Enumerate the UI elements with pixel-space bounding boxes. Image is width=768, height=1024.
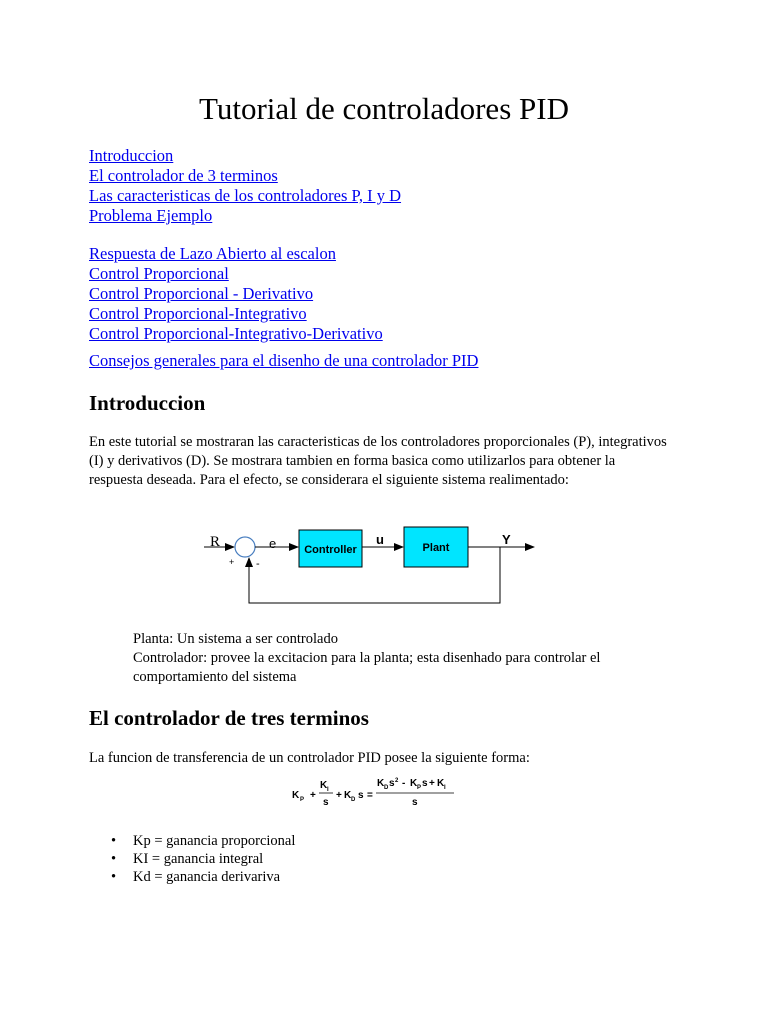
formula-kd: K bbox=[344, 790, 352, 801]
gain-ki-text: KI = ganancia integral bbox=[133, 851, 264, 867]
toc-group-2 bbox=[89, 244, 383, 344]
formula-rhs-kp-sub: P bbox=[417, 785, 422, 791]
transfer-function-intro: La funcion de transferencia de un controlador PID posee la siguiente forma: bbox=[89, 750, 530, 766]
bullet-icon: • bbox=[111, 833, 117, 849]
formula-kd-sub: D bbox=[351, 797, 356, 803]
controller-label: Controller bbox=[304, 544, 357, 556]
intro-paragraph: En este tutorial se mostraran las caracteristicas de los controladores proporcionales (P), integrativos (I) y derivativos (D). Se mostrara tambien en forma basica como utilizarlos para obtener la respuesta deseada. Para el efecto, se considerara el siguiente sistema realimentado: bbox=[89, 434, 667, 488]
gain-kp-text: Kp = ganancia proporcional bbox=[133, 833, 296, 849]
formula-rhs-kd-sub: D bbox=[384, 785, 389, 791]
definitions-block bbox=[133, 630, 673, 687]
formula-plus-1: + bbox=[310, 790, 316, 801]
plant-label: Plant bbox=[422, 542, 450, 554]
plus-sign: + bbox=[229, 557, 235, 567]
pid-transfer-function-formula bbox=[288, 774, 463, 812]
list-item bbox=[89, 868, 295, 886]
input-label-r: R bbox=[210, 534, 221, 550]
toc-link-control-pid[interactable]: Control Proporcional-Integrativo-Derivativo bbox=[89, 324, 383, 343]
formula-plus-2: + bbox=[336, 790, 342, 801]
formula-rhs-s: s bbox=[422, 778, 428, 789]
formula-rhs-sq: 2 bbox=[395, 778, 399, 784]
toc-link-introduccion[interactable]: Introduccion bbox=[89, 146, 174, 165]
formula-ki-num-sub: I bbox=[327, 787, 329, 793]
formula-rhs-kd: K bbox=[377, 778, 385, 789]
toc-link-caracteristicas[interactable]: Las caracteristicas de los controladores P, I y D bbox=[89, 186, 402, 205]
gain-kd-text: Kd = ganancia derivariva bbox=[133, 869, 281, 885]
formula-ki-num: K bbox=[320, 780, 328, 791]
bullet-icon: • bbox=[111, 851, 117, 867]
toc-link-lazo-abierto[interactable]: Respuesta de Lazo Abierto al escalon bbox=[89, 244, 336, 263]
formula-equals: = bbox=[367, 790, 373, 801]
plant-definition: Planta: Un sistema a ser controlado bbox=[133, 631, 338, 647]
heading-tres-terminos: El controlador de tres terminos bbox=[89, 706, 369, 730]
toc-group-3 bbox=[89, 351, 478, 371]
error-label-e: e bbox=[269, 536, 277, 551]
bullet-icon: • bbox=[111, 869, 117, 885]
formula-rhs-ki-sub: I bbox=[444, 785, 446, 791]
formula-s-1: s bbox=[358, 790, 364, 801]
formula-rhs-plus: + bbox=[429, 778, 435, 789]
output-label-y: Y bbox=[502, 532, 511, 547]
toc-link-control-proporcional[interactable]: Control Proporcional bbox=[89, 264, 229, 283]
toc-link-control-pi[interactable]: Control Proporcional-Integrativo bbox=[89, 304, 307, 323]
list-item bbox=[89, 832, 295, 850]
page-title: Tutorial de controladores PID bbox=[199, 91, 569, 126]
toc-link-controlador-3-terminos[interactable]: El controlador de 3 terminos bbox=[89, 166, 278, 185]
formula-rhs-ki: K bbox=[437, 778, 445, 789]
formula-rhs-minus: - bbox=[402, 778, 406, 789]
summing-junction bbox=[235, 537, 255, 557]
toc-link-consejos[interactable]: Consejos generales para el disenho de una controlador PID bbox=[89, 351, 479, 370]
controller-definition: Controlador: provee la excitacion para la planta; esta disenhado para controlar el comportamiento del sistema bbox=[133, 650, 601, 685]
formula-rhs-s2: s bbox=[389, 778, 395, 789]
formula-rhs-kp: K bbox=[410, 778, 418, 789]
formula-rhs-s-den: s bbox=[412, 797, 418, 808]
heading-introduccion: Introduccion bbox=[89, 391, 206, 415]
formula-kp: K bbox=[292, 790, 300, 801]
gains-list bbox=[89, 832, 295, 886]
formula-s-den-1: s bbox=[323, 797, 329, 808]
toc-link-control-pd[interactable]: Control Proporcional - Derivativo bbox=[89, 284, 314, 303]
toc-link-problema-ejemplo[interactable]: Problema Ejemplo bbox=[89, 206, 213, 225]
control-label-u: u bbox=[376, 532, 384, 547]
feedback-block-diagram bbox=[200, 522, 540, 608]
formula-kp-sub: P bbox=[300, 797, 305, 803]
toc-group-1 bbox=[89, 146, 401, 226]
list-item bbox=[89, 850, 295, 868]
minus-sign: - bbox=[256, 558, 260, 570]
